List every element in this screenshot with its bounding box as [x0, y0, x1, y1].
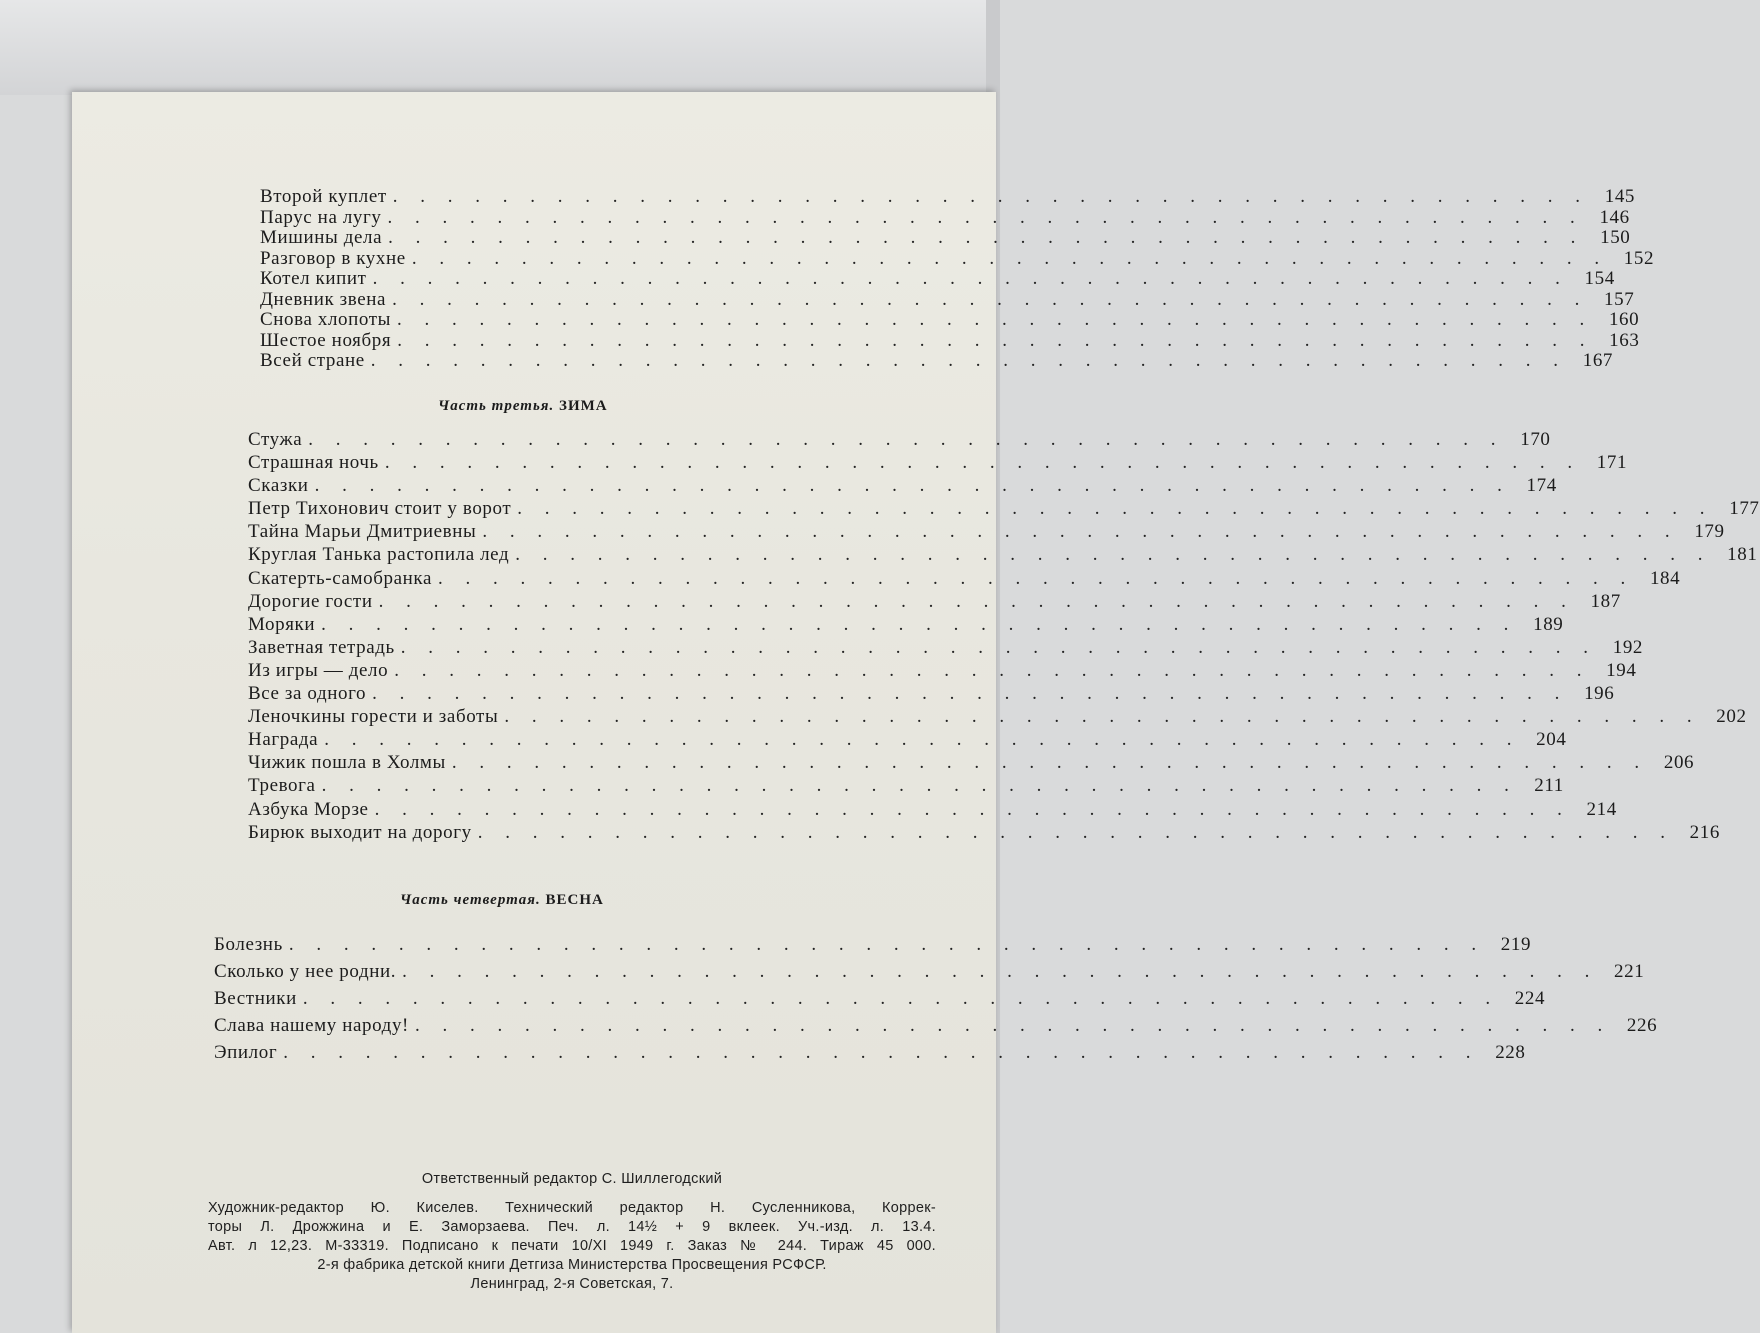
part-three-name: ЗИМА [559, 398, 608, 414]
toc-entry-title: Бирюк выходит на дорогу [248, 821, 472, 843]
toc-leader-dots: . . . . . . . . . . . . . . . . . . . . . . . . . . . . . . . . . . . . . . . . . . . . [314, 475, 1511, 497]
toc-entry-page: 184 [1649, 567, 1681, 589]
toc-entry [248, 682, 1615, 705]
toc-entry [248, 451, 1628, 474]
toc-entry [260, 288, 1635, 311]
toc-leader-dots: . . . . . . . . . . . . . . . . . . . . . . . . . . . . . . . . . . . . . . . . . . . . [504, 706, 1701, 728]
imprint-line: торы Л. Дрожжина и Е. Заморзаева. Печ. л. 14½ + 9 вклеек. Уч.-изд. л. 13.4. [208, 1219, 936, 1235]
toc-entry-title: Шестое ноября [260, 329, 392, 351]
imprint-line: Авт. л 12,23. М-33319. Подписано к печати 10/XI 1949 г. Заказ № 244. Тираж 45 000. [208, 1238, 936, 1254]
toc-section-part-two-tail [260, 186, 1655, 372]
toc-entry-page: 167 [1582, 350, 1614, 371]
toc-leader-dots: . . . . . . . . . . . . . . . . . . . . . . . . . . . . . . . . . . . . . . . . . . . . [411, 247, 1609, 269]
toc-leader-dots: . . . . . . . . . . . . . . . . . . . . . . . . . . . . . . . . . . . . . . . . . . . . [308, 429, 1505, 450]
toc-entry [214, 1039, 1526, 1066]
toc-entry-title: Дневник звена [260, 288, 387, 310]
imprint-line: Художник-редактор Ю. Киселев. Технический редактор Н. Сусленникова, Коррек- [208, 1200, 936, 1216]
toc-entry-page: 179 [1694, 521, 1725, 543]
toc-leader-dots: . . . . . . . . . . . . . . . . . . . . . . . . . . . . . . . . . . . . . . . . . . . . [517, 498, 1714, 520]
toc-entry [248, 798, 1617, 821]
toc-leader-dots: . . . . . . . . . . . . . . . . . . . . . . . . . . . . . . . . . . . . . . . . . . . . [384, 452, 1582, 474]
toc-entry [248, 543, 1758, 566]
toc-entry-page: 196 [1584, 683, 1615, 705]
imprint-line: 2-я фабрика детской книги Детгиза Министерства Просвещения РСФСР. [317, 1257, 827, 1273]
toc-entry-page: 177 [1729, 498, 1760, 520]
toc-leader-dots: . . . . . . . . . . . . . . . . . . . . . . . . . . . . . . . . . . . . . . . . . . . . [397, 329, 1594, 351]
toc-entry [248, 636, 1644, 659]
toc-entry-page: 174 [1526, 475, 1557, 497]
toc-entry [260, 186, 1636, 208]
toc-entry-title: Котел кипит [260, 268, 367, 289]
toc-leader-dots: . . . . . . . . . . . . . . . . . . . . . . . . . . . . . . . . . . . . . . . . . . . . [388, 227, 1585, 248]
toc-entry-page: 219 [1500, 934, 1532, 955]
toc-entry-page: 146 [1599, 206, 1630, 228]
toc-entry [248, 659, 1637, 682]
toc-entry-title: Снова хлопоты [260, 309, 392, 330]
toc-entry-page: 194 [1606, 659, 1637, 681]
toc-entry-title: Круглая Танька растопила лед [248, 544, 510, 566]
toc-entry [214, 931, 1532, 958]
toc-entry-title: Все за одного [248, 683, 367, 705]
toc-entry [260, 329, 1640, 352]
toc-entry-page: 152 [1623, 247, 1655, 269]
toc-leader-dots: . . . . . . . . . . . . . . . . . . . . . . . . . . . . . . . . . . . . . . . . . . . . [451, 752, 1649, 774]
toc-leader-dots: . . . . . . . . . . . . . . . . . . . . . . . . . . . . . . . . . . . . . . . . . . . . [370, 350, 1568, 371]
imprint-block [208, 1170, 936, 1294]
toc-entry [248, 613, 1564, 636]
toc-entry-page: 150 [1600, 227, 1631, 248]
toc-entry-title: Страшная ночь [248, 452, 379, 474]
toc-entry [248, 751, 1695, 774]
toc-leader-dots: . . . . . . . . . . . . . . . . . . . . . . . . . . . . . . . . . . . . . . . . . . . . [400, 636, 1598, 658]
toc-entry-title: Парус на лугу [260, 206, 382, 228]
toc-entry-title: Азбука Морзе [248, 798, 369, 820]
toc-leader-dots: . . . . . . . . . . . . . . . . . . . . . . . . . . . . . . . . . . . . . . . . . . . . [372, 268, 1569, 289]
toc-entry [260, 206, 1630, 229]
toc-entry [248, 590, 1621, 613]
toc-entry-page: 211 [1534, 775, 1564, 797]
toc-entry [260, 247, 1655, 270]
toc-leader-dots: . . . . . . . . . . . . . . . . . . . . . . . . . . . . . . . . . . . . . . . . . . . . [283, 1042, 1480, 1063]
toc-entry-title: Леночкины горести и заботы [248, 706, 499, 728]
toc-leader-dots: . . . . . . . . . . . . . . . . . . . . . . . . . . . . . . . . . . . . . . . . . . . . [392, 186, 1590, 207]
toc-leader-dots: . . . . . . . . . . . . . . . . . . . . . . . . . . . . . . . . . . . . . . . . . . . . [374, 798, 1571, 820]
toc-entry-title: Моряки [248, 613, 316, 635]
toc-entry [260, 350, 1614, 372]
toc-section-part-four [214, 931, 1658, 1066]
toc-leader-dots: . . . . . . . . . . . . . . . . . . . . . . . . . . . . . . . . . . . . . . . . . . . . [515, 544, 1712, 566]
toc-entry-title: Эпилог [214, 1042, 278, 1063]
toc-entry-title: Тайна Марьи Дмитриевны [248, 521, 477, 543]
toc-entry [260, 227, 1631, 249]
toc-leader-dots: . . . . . . . . . . . . . . . . . . . . . . . . . . . . . . . . . . . . . . . . . . . . [394, 659, 1591, 681]
toc-entry [248, 520, 1725, 543]
toc-entry-page: 187 [1590, 590, 1621, 612]
toc-entry-page: 181 [1727, 544, 1758, 566]
toc-entry-page: 160 [1608, 309, 1640, 330]
toc-section-part-three [248, 428, 1760, 844]
toc-entry-title: Из игры — дело [248, 659, 389, 681]
toc-leader-dots: . . . . . . . . . . . . . . . . . . . . . . . . . . . . . . . . . . . . . . . . . . . . [438, 567, 1635, 589]
toc-leader-dots: . . . . . . . . . . . . . . . . . . . . . . . . . . . . . . . . . . . . . . . . . . . . [321, 613, 1518, 635]
toc-leader-dots: . . . . . . . . . . . . . . . . . . . . . . . . . . . . . . . . . . . . . . . . . . . . [477, 821, 1674, 843]
toc-leader-dots: . . . . . . . . . . . . . . . . . . . . . . . . . . . . . . . . . . . . . . . . . . . . [482, 521, 1679, 543]
toc-entry-title: Разговор в кухне [260, 247, 406, 269]
part-four-heading [400, 892, 604, 909]
toc-entry-page: 206 [1663, 752, 1695, 774]
toc-entry [260, 268, 1615, 290]
toc-entry [214, 958, 1645, 985]
toc-entry-page: 170 [1520, 429, 1551, 450]
toc-entry-title: Вестники [214, 988, 297, 1009]
background-surface [0, 0, 1000, 95]
toc-leader-dots: . . . . . . . . . . . . . . . . . . . . . . . . . . . . . . . . . . . . . . . . . . . . [392, 288, 1589, 310]
toc-entry-page: 202 [1716, 706, 1747, 728]
toc-entry-title: Заветная тетрадь [248, 636, 395, 658]
toc-entry [248, 474, 1557, 497]
toc-entry-title: Второй куплет [260, 186, 387, 207]
toc-entry [248, 774, 1564, 797]
toc-leader-dots: . . . . . . . . . . . . . . . . . . . . . . . . . . . . . . . . . . . . . . . . . . . . [397, 309, 1594, 330]
toc-entry-title: Чижик пошла в Холмы [248, 752, 446, 774]
toc-entry [214, 1012, 1658, 1039]
toc-entry [248, 728, 1567, 751]
part-three-label: Часть третья. [438, 398, 555, 414]
imprint-line-editor: Ответственный редактор С. Шиллегодский [421, 1171, 723, 1187]
toc-leader-dots: . . . . . . . . . . . . . . . . . . . . . . . . . . . . . . . . . . . . . . . . . . . . [387, 206, 1584, 228]
part-three-heading [438, 398, 608, 415]
toc-leader-dots: . . . . . . . . . . . . . . . . . . . . . . . . . . . . . . . . . . . . . . . . . . . . [414, 1015, 1612, 1036]
toc-entry-page: 189 [1533, 613, 1564, 635]
toc-entry [248, 428, 1551, 451]
toc-entry-page: 228 [1495, 1042, 1526, 1063]
toc-entry-title: Сказки [248, 475, 309, 497]
part-four-name: ВЕСНА [545, 892, 604, 908]
toc-entry-title: Всей стране [260, 350, 365, 371]
toc-entry [248, 821, 1720, 844]
toc-leader-dots: . . . . . . . . . . . . . . . . . . . . . . . . . . . . . . . . . . . . . . . . . . . . [324, 729, 1521, 751]
toc-entry-title: Сколько у нее родни. [214, 961, 397, 982]
toc-entry [248, 567, 1681, 590]
toc-entry-page: 221 [1614, 961, 1645, 982]
part-four-label: Часть четвертая. [400, 892, 541, 908]
toc-entry-page: 154 [1584, 268, 1615, 289]
book-page [72, 92, 1760, 1333]
toc-leader-dots: . . . . . . . . . . . . . . . . . . . . . . . . . . . . . . . . . . . . . . . . . . . . [402, 961, 1599, 982]
toc-entry-title: Скатерть-самобранка [248, 567, 433, 589]
toc-entry-title: Болезнь [214, 934, 283, 955]
toc-entry-page: 192 [1612, 636, 1644, 658]
toc-leader-dots: . . . . . . . . . . . . . . . . . . . . . . . . . . . . . . . . . . . . . . . . . . . . [288, 934, 1486, 955]
toc-entry-page: 214 [1586, 798, 1617, 820]
toc-entry-title: Тревога [248, 775, 316, 797]
toc-entry-page: 216 [1689, 821, 1720, 843]
toc-entry-page: 145 [1604, 186, 1636, 207]
toc-leader-dots: . . . . . . . . . . . . . . . . . . . . . . . . . . . . . . . . . . . . . . . . . . . . [302, 988, 1500, 1009]
toc-entry-page: 224 [1514, 988, 1546, 1009]
toc-entry-title: Дорогие гости [248, 590, 373, 612]
toc-leader-dots: . . . . . . . . . . . . . . . . . . . . . . . . . . . . . . . . . . . . . . . . . . . . [372, 683, 1569, 705]
toc-entry [248, 705, 1747, 728]
toc-entry-title: Награда [248, 729, 319, 751]
toc-leader-dots: . . . . . . . . . . . . . . . . . . . . . . . . . . . . . . . . . . . . . . . . . . . . [378, 590, 1575, 612]
toc-entry-title: Мишины дела [260, 227, 383, 248]
toc-entry-title: Петр Тихонович стоит у ворот [248, 498, 512, 520]
toc-entry-page: 171 [1596, 452, 1628, 474]
toc-entry-page: 157 [1604, 288, 1635, 310]
toc-entry-page: 226 [1626, 1015, 1658, 1036]
imprint-line: Ленинград, 2-я Советская, 7. [470, 1276, 674, 1292]
toc-entry-page: 204 [1536, 729, 1567, 751]
toc-entry [214, 985, 1546, 1012]
toc-leader-dots: . . . . . . . . . . . . . . . . . . . . . . . . . . . . . . . . . . . . . . . . . . . . [321, 775, 1518, 797]
toc-entry-title: Стужа [248, 429, 303, 450]
toc-entry [248, 497, 1760, 520]
toc-entry-page: 163 [1609, 329, 1640, 351]
toc-entry [260, 309, 1640, 331]
toc-entry-title: Слава нашему народу! [214, 1015, 409, 1036]
